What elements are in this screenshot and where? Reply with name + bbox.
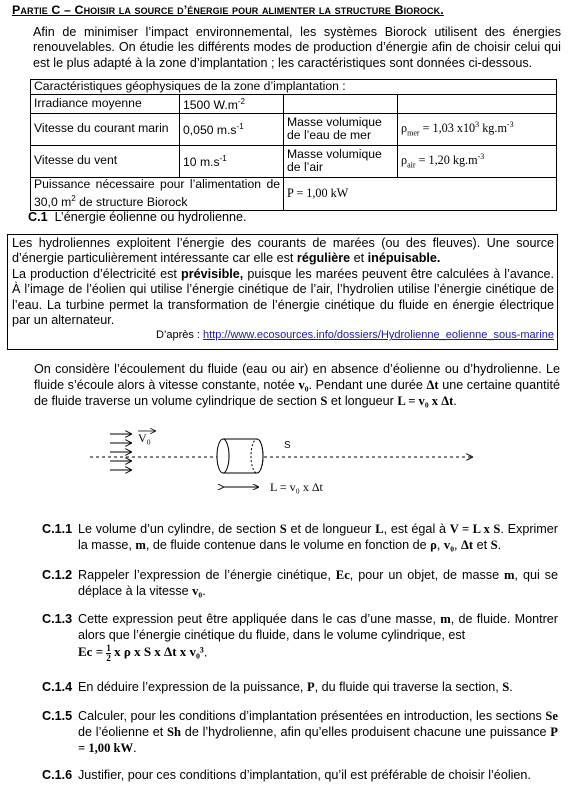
courant-value: 0,050 $m.s^{-1}$	[180, 113, 284, 145]
puissance-value: P = 1,00 kW	[284, 177, 557, 210]
question-c1-4: C.1.4 En déduire l’expression de la puissance, P, du fluide qui traverse la section, S.	[42, 680, 513, 694]
source-citation: D’après : http://www.ecosources.info/dossiers/Hydrolienne_eolienne_sous-marine	[155, 329, 554, 342]
question-c1-3: C.1.3 Cette expression peut être appliquée dans le cas d’une masse, m, de fluide. Montrer alors que l’énergie cinétique du fluide, dans le volume cylindrique, est Ec = $\frac{1}{2}$ x ρ x S x Δt x v₀³.	[42, 612, 558, 663]
vent-value: 10 $m.s^{-1}$	[180, 145, 284, 177]
irradiance-value: 1500 $W.m^{-2}$	[180, 95, 284, 114]
question-c1-2: C.1.2 Rappeler l’expression de l’énergie cinétique, Ec, pour un objet, de masse m, qui se déplace à la vitesse v₀.	[42, 568, 558, 598]
masse-air-value: $\rho_{air} = 1,20$ $kg.m^{-3}$	[398, 145, 557, 177]
question-c1-5: C.1.5 Calculer, pour les conditions d’implantation présentées en introduction, les sections Se de l’éolienne et Sh de l’hydrolienne, afin qu’elles produisent chacune une puissance P = 1,00 kW.	[42, 709, 558, 755]
masse-mer-value: $\rho_{mer} = 1,03$ $x10^3$ $kg.m^{-3}$	[398, 113, 557, 145]
v0-label: V₀	[138, 431, 151, 445]
section-label: S	[284, 440, 291, 451]
flow-diagram	[80, 423, 480, 503]
section-title: Partie C – Choisir la source d’énergie pour alimenter la structure Biorock.	[12, 3, 444, 17]
masse-mer-label: Masse volumique de l’eau de mer	[284, 113, 398, 145]
source-link[interactable]: http://www.ecosources.info/dossiers/Hydrolienne_eolienne_sous-marine	[203, 329, 554, 342]
intro-paragraph: Afin de minimiser l’impact environnemental, les systèmes Biorock utilisent des énergies renouvelables. On étudie les différents modes de production d’énergie afin de choisir celui qui est le plus adapté à la zone d’implantation ; les caractéristiques sont données ci-dessous.	[33, 25, 561, 70]
ecoulement-paragraph: On considère l’écoulement du fluide (eau ou air) en absence d’éolienne ou d’hydrolienne. Le fluide s’écoule alors à vitesse constante, notée v₀. Pendant une durée Δt une certaine quantité de fluide traverse un volume cylindrique de section S et longueur L = v₀ x Δt.	[34, 362, 560, 408]
question-c1-6: C.1.6 Justifier, pour ces conditions d’implantation, qu’il est préférable de choisir l’éolien.	[42, 768, 531, 782]
puissance-label: Puissance nécessaire pour l’alimentation de 30,0 $m^2$ de structure Biorock	[31, 177, 284, 210]
cylinder	[217, 439, 263, 473]
irradiance-label: Irradiance moyenne	[31, 95, 180, 114]
vent-label: Vitesse du vent	[31, 145, 180, 177]
length-label: L = v₀ x Δt	[270, 480, 323, 494]
question-c1-1: C.1.1 Le volume d’un cylindre, de section S et de longueur L, est égal à V = L x S. Exprimer la masse, m, de fluide contenue dans le volume en fonction de ρ, v₀, Δt et S.	[42, 522, 559, 552]
masse-air-label: Masse volumique de l’air	[284, 145, 398, 177]
courant-label: Vitesse du courant marin	[31, 113, 180, 145]
flow-arrows	[110, 434, 131, 470]
question-c1: C.1 L’énergie éolienne ou hydrolienne.	[28, 210, 247, 224]
document-box: Les hydroliennes exploitent l’énergie des courants de marées (ou des fleuves). Une source d’énergie particulièrement intéressante car elle est régulière et inépuisable. La production d’électricité est prévisible, puisque les marées peuvent être calculées à l’avance. À l’image de l’éolien qui utilise l’énergie cinétique de l’air, l’hydrolien utilise l’énergie cinétique de l’eau. La turbine permet la transformation de l’énergie cinétique du fluide en énergie électrique par un alternateur. D’après : http://www.ecosources.info/dossiers/Hydrolienne_eolienne_sous-marine	[7, 234, 558, 350]
characteristics-table	[30, 79, 557, 211]
table-header: Caractéristiques géophysiques de la zone d’implantation :	[31, 80, 557, 95]
